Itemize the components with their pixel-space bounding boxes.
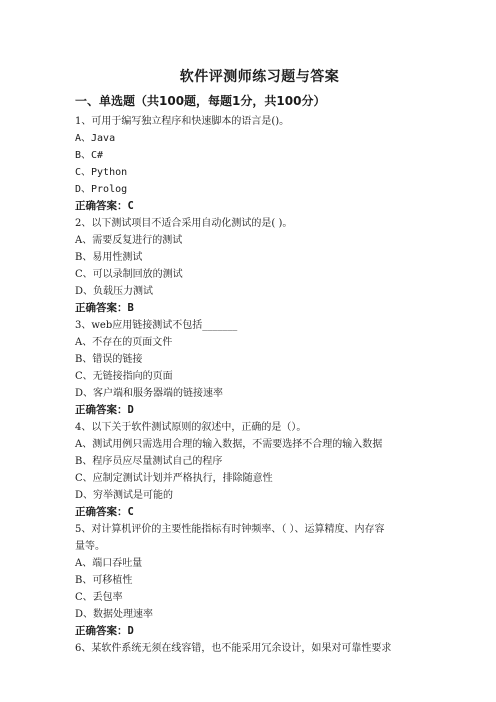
question-2 [75,215,434,317]
section-heading: 一、单选题（共100题，每题1分，共100分） [75,94,326,108]
option-d: D、数据处理速率 [75,609,154,620]
option-a: A、需要反复进行的测试 [75,235,183,246]
option-d: D、穷举测试是可能的 [75,490,174,501]
option-b: B、程序员应尽量测试自己的程序 [75,456,223,467]
correct-answer: 正确答案：C [75,200,134,212]
option-a: A、端口吞吐量 [75,558,143,569]
option-b: B、可移植性 [75,575,133,586]
option-c: C、Python [75,167,128,178]
document-title: 软件评测师练习题与答案 [179,69,340,85]
option-b: B、易用性测试 [75,252,143,263]
option-b: B、错误的链接 [75,354,143,365]
question-stem: 4、以下关于软件测试原则的叙述中，正确的是（）。 [75,422,307,433]
question-stem: 3、web应用链接测试不包括_______ [75,320,238,331]
question-stem-line-1: 5、对计算机评价的主要性能指标有时钟频率、（ ）、运算精度、内存容 [75,524,385,535]
option-b: B、C# [75,150,104,161]
option-c: C、应制定测试计划并严格执行，排除随意性 [75,473,273,484]
question-3 [75,317,434,419]
question-4 [75,419,434,521]
correct-answer: 正确答案：D [75,404,134,416]
option-a: A、Java [75,133,116,144]
question-6-stem: 6、某软件系统无须在线容错，也不能采用冗余设计，如果对可靠性要求 [75,643,392,654]
option-d: D、客户端和服务器端的链接速率 [75,388,224,399]
correct-answer: 正确答案：C [75,506,134,518]
option-c: C、无链接指向的页面 [75,371,173,382]
option-d: D、负载压力测试 [75,286,154,297]
option-a: A、不存在的页面文件 [75,337,173,348]
question-1 [75,113,434,215]
correct-answer: 正确答案：D [75,625,134,637]
question-5 [75,521,434,640]
option-a: A、测试用例只需选用合理的输入数据，不需要选择不合理的输入数据 [75,439,383,450]
option-c: C、丢包率 [75,592,123,603]
question-stem: 2、以下测试项目不适合采用自动化测试的是( )。 [75,218,293,229]
question-stem-line-2: 量等。 [75,541,105,552]
option-c: C、可以录制回放的测试 [75,269,183,280]
correct-answer: 正确答案：B [75,302,134,314]
question-stem: 1、可用于编写独立程序和快速脚本的语言是()。 [75,116,290,127]
option-d: D、Prolog [75,184,128,195]
